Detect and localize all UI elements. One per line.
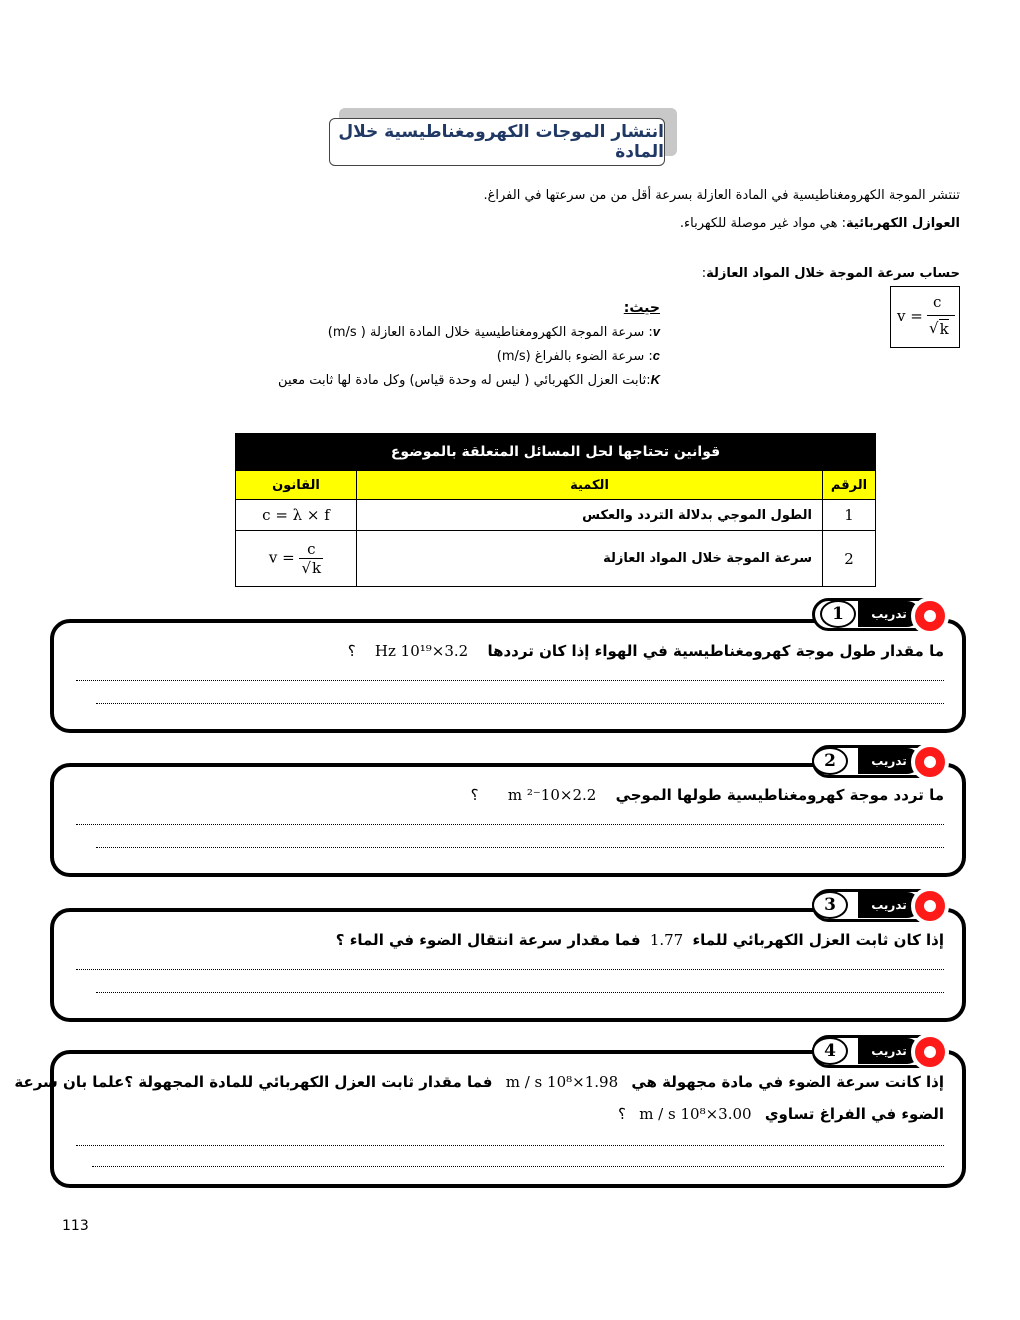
row-no: 1 (823, 500, 876, 531)
exercise-box-2 (50, 763, 966, 877)
answer-line[interactable] (76, 969, 944, 970)
answer-line[interactable] (76, 1145, 944, 1146)
exercise-number-4: 4 (812, 1037, 848, 1065)
answer-line[interactable] (92, 1166, 944, 1167)
exercise-number-3: 3 (812, 891, 848, 919)
q1-text: ما مقدار طول موجة كهرومغناطيسية في الهواء إذا كان ترددها (487, 642, 944, 660)
q2-math: 2.2×10⁻² m (507, 786, 597, 804)
where-item-k (278, 368, 660, 392)
q3-pre: إذا كان ثابت العزل الكهربائي للماء (692, 931, 944, 949)
answer-line[interactable] (96, 847, 944, 848)
calc-heading-colon: : (701, 266, 707, 281)
answer-line[interactable] (96, 703, 944, 704)
q4-line2-pre: الضوء في الفراغ تساوي (764, 1105, 944, 1123)
formula-lhs: v = (897, 307, 923, 325)
row-quantity: الطول الموجي بدلالة التردد والعكس (357, 500, 823, 531)
exercise-icon-dot-2 (924, 756, 936, 768)
answer-line[interactable] (96, 992, 944, 993)
sqrt-icon: √ (301, 559, 312, 577)
law-lhs: v = (268, 548, 295, 567)
table-row (236, 531, 876, 587)
exercise-question-2 (471, 786, 944, 804)
formula-fraction-line (927, 315, 955, 316)
q4-line2-end: ؟ (617, 1105, 626, 1123)
exercise-label-4: تدريب (858, 1038, 920, 1064)
formula-numerator: c (933, 293, 942, 311)
q4-math: 1.98×10⁸ m / s (505, 1073, 619, 1091)
page-number: 113 (62, 1218, 89, 1234)
where-text-v: : سرعة الموجة الكهرومغناطيسية خلال المادة العازلة ( m/s) (327, 325, 653, 340)
row-no: 2 (823, 531, 876, 587)
exercise-label-3: تدريب (858, 892, 920, 918)
title-box (329, 118, 665, 166)
where-sym-c: c (652, 348, 660, 363)
header-quantity: الكمية (357, 471, 823, 500)
calc-heading (702, 266, 960, 281)
q3-math: 1.77 (649, 931, 684, 949)
where-head: حيث: (623, 300, 660, 316)
where-text-c: : سرعة الضوء بالفراغ (m/s) (496, 349, 653, 364)
table-title: قوانين تحتاجها لحل المسائل المتعلقة بالموضوع (236, 434, 876, 471)
row-law (236, 531, 357, 587)
exercise-question-3 (336, 931, 944, 949)
intro-text: تنتشر الموجة الكهرومغناطيسية في المادة العازلة بسرعة أقل من من سرعتها في الفراغ. (483, 188, 960, 203)
calc-heading-text: حساب سرعة الموجة خلال المواد العازلة (706, 266, 960, 281)
exercise-question-1 (348, 642, 944, 660)
where-text-k: :ثابت العزل الكهربائي ( ليس له وحدة قياس) وكل مادة لها ثابت معين (278, 373, 651, 388)
law-fraction (299, 540, 323, 577)
where-sym-v: v (652, 324, 660, 339)
answer-line[interactable] (76, 824, 944, 825)
where-sym-k: K (650, 372, 660, 387)
row-law: c = λ × f (236, 500, 357, 531)
q1-end: ؟ (347, 642, 356, 660)
answer-line[interactable] (76, 680, 944, 681)
where-item-c (278, 344, 660, 368)
q1-math: 3.2×10¹⁹ Hz (374, 642, 469, 660)
insulators-def: : هي مواد غير موصلة للكهرباء. (679, 216, 847, 231)
q3-post: فما مقدار سرعة انتقال الضوء في الماء ؟ (335, 931, 641, 949)
exercise-box-1 (50, 619, 966, 733)
sqrt-icon: √ (929, 319, 939, 337)
exercise-number-2: 2 (812, 747, 848, 775)
formula-box (890, 286, 960, 348)
where-block (278, 297, 660, 392)
exercise-icon-dot-3 (924, 900, 936, 912)
header-no: الرقم (823, 471, 876, 500)
law-num: c (307, 540, 316, 558)
row-quantity: سرعة الموجة خلال المواد العازلة (357, 531, 823, 587)
exercise-number-1: 1 (820, 600, 856, 628)
table-row (236, 500, 876, 531)
formula-k: k (939, 320, 949, 338)
law-k: k (312, 559, 322, 577)
q2-end: ؟ (470, 786, 479, 804)
exercise-label-2: تدريب (858, 748, 920, 774)
q2-text: ما تردد موجة كهرومغناطيسية طولها الموجي (615, 786, 944, 804)
exercise-box-3 (50, 908, 966, 1022)
exercise-question-4 (14, 1073, 944, 1091)
laws-table (235, 433, 876, 587)
q4-post: فما مقدار ثابت العزل الكهربائي للمادة المجهولة ؟علما بان سرعة (14, 1073, 493, 1091)
q4-pre: إذا كانت سرعة الضوء في مادة مجهولة هي (631, 1073, 944, 1091)
q4-line2-math: 3.00×10⁸ m / s (639, 1105, 752, 1123)
law-den (299, 558, 323, 577)
where-item-v (278, 320, 660, 344)
exercise-icon-dot-1 (924, 610, 936, 622)
insulators-term: العوازل الكهربائية (846, 216, 960, 231)
page-title: انتشار الموجات الكهرومغناطيسية خلال المادة (338, 122, 664, 162)
insulators-definition (680, 216, 960, 231)
exercise-question-4-line2 (618, 1105, 944, 1123)
exercise-icon-dot-4 (924, 1046, 936, 1058)
exercise-label-1: تدريب (858, 601, 920, 627)
formula-denominator (929, 319, 949, 338)
header-law: القانون (236, 471, 357, 500)
